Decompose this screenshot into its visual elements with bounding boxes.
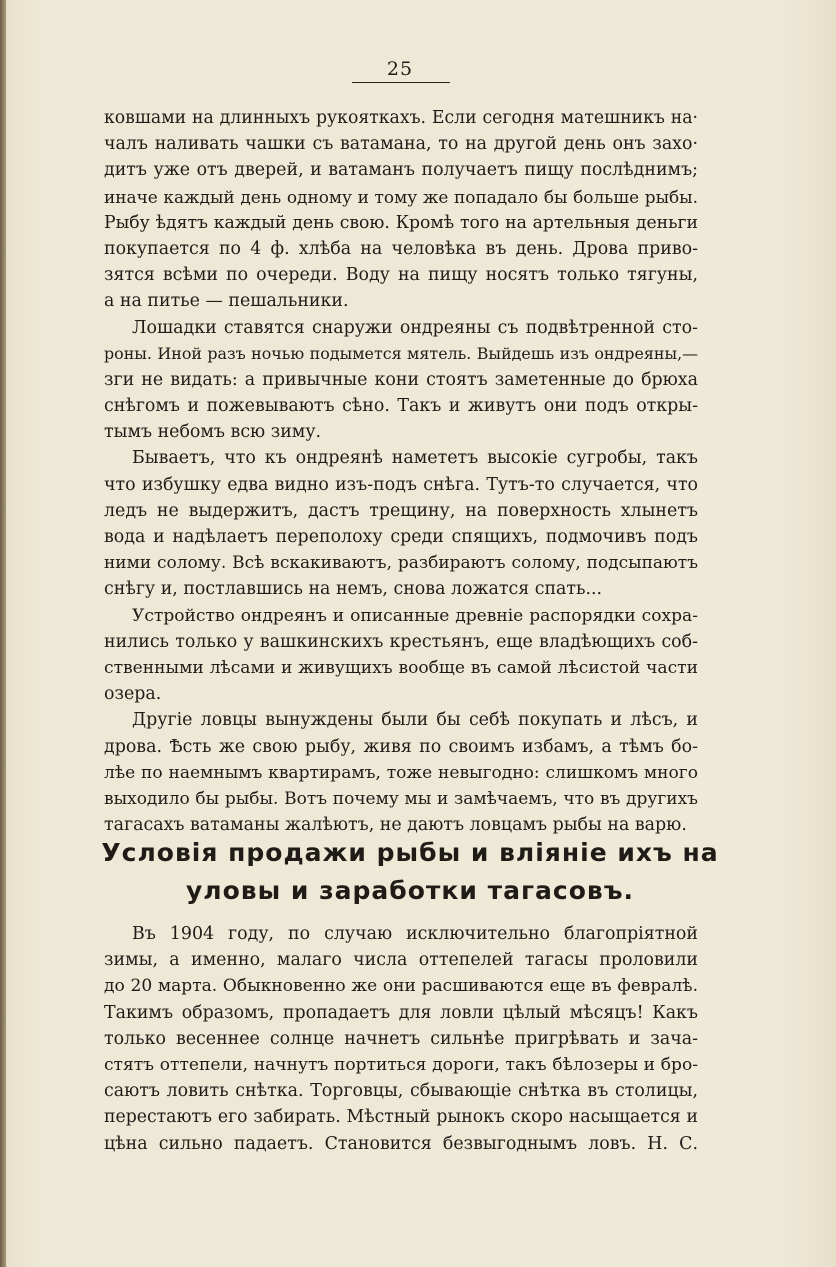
- text-line: Другіе ловцы вынуждены были бы себѣ покупать и лѣсъ, и: [132, 710, 698, 731]
- text-line: снѣгу и, постлавшись на немъ, снова ложатся спать...: [104, 579, 603, 600]
- text-line: дитъ уже отъ дверей, и ватаманъ получаетъ пищу послѣднимъ;: [104, 160, 698, 181]
- text-line: ледъ не выдержитъ, дастъ трещину, на поверхность хлынетъ: [104, 500, 698, 521]
- text-line: тагасахъ ватаманы жалѣютъ, не даютъ ловцамъ рыбы на варю.: [104, 815, 687, 836]
- text-line: тымъ небомъ всю зиму.: [104, 422, 322, 443]
- text-line: ковшами на длинныхъ рукояткахъ. Если сегодня матешникъ на·: [104, 108, 698, 128]
- body-text-section-1: [104, 105, 698, 838]
- text-line: ственными лѣсами и живущихъ вообще въ самой лѣсистой части: [104, 657, 698, 678]
- text-line: зги не видать: а привычные кони стоятъ заметенные до брюха: [104, 369, 698, 390]
- text-line: Лошадки ставятся снаружи ондреяны съ подвѣтренной сто-: [132, 317, 698, 338]
- heading-line-1: Условія продажи рыбы и вліяніе ихъ на: [101, 838, 719, 867]
- text-line: выходило бы рыбы. Вотъ почему мы и замѣчаемъ, что въ другихъ: [104, 788, 698, 809]
- text-line: нились только у вашкинскихъ крестьянъ, еще владѣющихъ соб-: [104, 631, 698, 652]
- section-heading: [60, 834, 760, 910]
- text-line: стятъ оттепели, начнутъ портиться дороги, такъ бѣлозеры и бро-: [104, 1054, 698, 1075]
- text-line: саютъ ловить снѣтка. Торговцы, сбывающіе снѣтка въ столицы,: [104, 1081, 698, 1102]
- text-line: Бываетъ, что къ ондреянѣ намететъ высокіе сугробы, такъ: [132, 448, 698, 469]
- text-line: покупается по 4 ф. хлѣба на человѣка въ день. Дрова приво-: [104, 238, 698, 259]
- text-line: дрова. Ѣсть же свою рыбу, живя по своимъ избамъ, а тѣмъ бо-: [104, 736, 698, 757]
- text-line: а на питье — пешальники.: [104, 291, 349, 312]
- text-line: зятся всѣми по очереди. Воду на пищу носятъ только тягуны,: [104, 265, 698, 286]
- text-line: что избушку едва видно изъ-подъ снѣга. Тутъ-то случается, что: [104, 474, 698, 495]
- text-line: цѣна сильно падаетъ. Становится безвыгоднымъ ловъ. Н. С.: [104, 1133, 698, 1154]
- text-line: Рыбу ѣдятъ каждый день свою. Кромѣ того на артельныя деньги: [104, 212, 698, 233]
- text-line: Такимъ образомъ, пропадаетъ для ловли цѣлый мѣсяцъ! Какъ: [104, 1002, 698, 1023]
- body-text-section-2: [104, 921, 698, 1157]
- text-line: ними солому. Всѣ вскакиваютъ, разбираютъ солому, подсыпаютъ: [104, 553, 698, 574]
- heading-line-2: уловы и заработки тагасовъ.: [186, 876, 634, 905]
- text-line: вода и надѣлаетъ переполоху среди спящихъ, подмочивъ подъ: [104, 527, 698, 547]
- text-line: снѣгомъ и пожевываютъ сѣно. Такъ и живутъ они подъ откры-: [104, 396, 698, 417]
- binding-edge: [0, 0, 6, 1267]
- page-number: 25: [386, 58, 414, 80]
- text-line: Въ 1904 году, по случаю исключительно благопріятной: [132, 924, 698, 944]
- text-line: озера.: [104, 684, 162, 705]
- text-line: перестаютъ его забирать. Мѣстный рынокъ скоро насыщается и: [104, 1107, 698, 1128]
- text-line: Устройство ондреянъ и описанные древніе распорядки сохра-: [132, 605, 698, 626]
- page-number-rule: [352, 82, 450, 83]
- text-line: лѣе по наемнымъ квартирамъ, тоже невыгодно: слишкомъ много: [104, 762, 698, 783]
- text-line: чалъ наливать чашки съ ватамана, то на другой день онъ захо·: [104, 134, 698, 155]
- text-line: иначе каждый день одному и тому же попадало бы больше рыбы.: [104, 186, 698, 207]
- text-line: зимы, а именно, малаго числа оттепелей тагасы проловили: [104, 950, 698, 971]
- text-line: до 20 марта. Обыкновенно же они расшиваются еще въ февралѣ.: [104, 976, 698, 997]
- text-line: только весеннее солнце начнетъ сильнѣе пригрѣвать и зача-: [104, 1028, 698, 1049]
- text-line: роны. Иной разъ ночью подымется мятель. Выйдешь изъ ондреяны,—: [104, 343, 698, 363]
